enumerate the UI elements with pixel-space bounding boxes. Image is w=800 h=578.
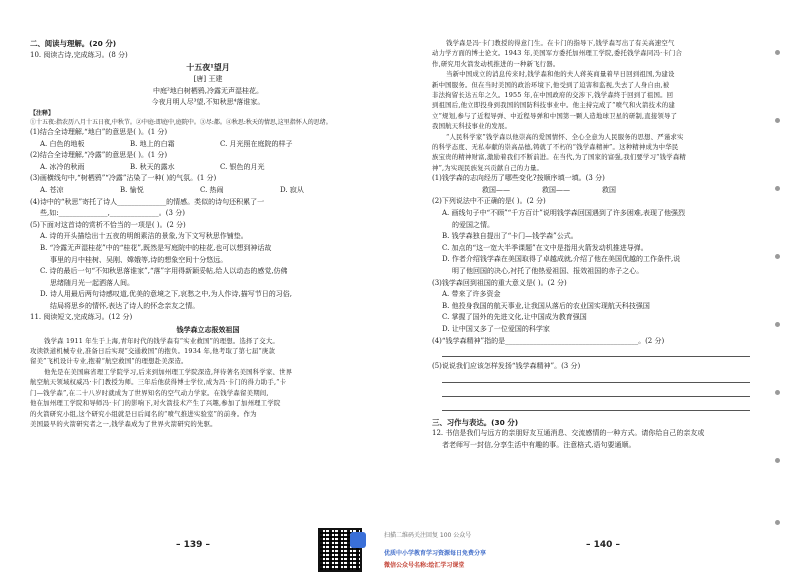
fill-blank[interactable]: 救国 (602, 185, 616, 194)
q10-5-option-d-cont: 结局将思乡的情怀,表达了诗人的怀念亲友之情。 (50, 301, 200, 310)
q11-2-option-d-cont: 明了他回国的决心,衬托了他热爱祖国、报效祖国的赤子之心。 (452, 267, 644, 276)
binding-hole-icon (775, 186, 780, 191)
q11-2-option-d[interactable]: D. 作者介绍钱学森在美国取得了卓越成就,介绍了他在美国优越的工作条件,说 (442, 255, 681, 264)
article-line: “人民科学家”钱学森以他崇高的爱国情怀、全心全意为人民服务的思想、严谨求实 (446, 132, 684, 141)
q10-3: (3)画横线句中,“树栖鸦”“冷露”沾染了一种( )的气氛。(1 分) (30, 174, 217, 183)
article-paragraph-1 (30, 336, 386, 367)
q11-prompt: 11. 阅读短文,完成练习。(12 分) (30, 313, 133, 322)
q11-2-option-b[interactable]: B. 钱学森独自提出了“卡门—钱学森”公式。 (442, 232, 578, 241)
page-number-left: – 139 – (176, 540, 211, 550)
article-line: 立”规划,参与了近程导弹、中近程导弹和中国第一颗人造地球卫星的研制,直接领导了 (432, 111, 678, 120)
q10-4-line2[interactable]: 些,如:______________,______________。(3 分) (40, 209, 185, 218)
q10-4-line1[interactable]: (4)诗中的“秋思”寄托了诗人______________的情感。类似的诗句还积累了一 (30, 197, 265, 206)
option[interactable]: C. 热闹 (200, 185, 224, 194)
article-line: 留美”飞机设计专业,抱着“航空救国”的理想赴美深造。 (30, 357, 188, 366)
promo-text: 优质中小学教育学习资源每日免费分享 (384, 550, 487, 557)
article-line: 非法拘留长达五年之久。1955 年,在中国政府的交涉下,钱学森终于回到了祖国。回 (432, 91, 674, 100)
wechat-account: 微信公众号名称:绘汇学习课堂 (384, 562, 465, 569)
article-line: 到祖国后,他立即投身到我国的国防科技事业中。他主持完成了“喷气和火箭技术的建 (432, 101, 675, 110)
q11-3-option-d[interactable]: D. 让中国又多了一位爱国的科学家 (442, 325, 550, 333)
option[interactable]: B. 秋天的露水 (130, 162, 175, 171)
q10-5-option-b[interactable]: B. “冷露无声湿桂花”中的“桂花”,既然是写庭院中的桂花,也可以想到神话故 (40, 243, 272, 252)
article-line: 门—钱学森”,在二十八岁时就成为了世界知名的空气动力学家。在钱学森留美期间, (30, 388, 269, 397)
option[interactable]: A. 白色的地板 (40, 139, 85, 148)
q11-3-option-a[interactable]: A. 带来了许多资金 (442, 290, 501, 299)
article-paragraph-2 (30, 367, 386, 429)
q10-5-option-c[interactable]: C. 诗的最后一句“不知秋思落谁家”,“落”字用得新颖妥帖,给人以动态的感觉,仿佛 (40, 267, 288, 276)
article-title: 钱学森立志报效祖国 (176, 325, 240, 335)
answer-line[interactable] (442, 347, 750, 357)
binding-hole-icon (775, 322, 780, 327)
answer-line[interactable] (442, 401, 750, 411)
left-page (30, 38, 386, 429)
binding-hole-icon (775, 118, 780, 123)
poem-line-1: 中庭²地白树栖鸦,冷露无声湿桂花。 (152, 86, 264, 95)
scan-tip: 扫描二维码关注回复 100 公众号 (384, 532, 472, 539)
q10-1: (1)结合全诗理解,“地白”的意思是( )。(1 分) (30, 127, 168, 136)
poem-line-2: 今夜月明人尽³望,不知秋思⁴落谁家。 (151, 98, 265, 107)
article-line: 当新中国成立的消息传来时,钱学森和他的夫人蒋英商量着早日回到祖国,为建设 (446, 70, 675, 79)
article-line: 钱学森是冯·卡门教授的得意门生。在卡门的指导下,钱学森写出了有关高速空气 (446, 39, 675, 47)
binding-hole-icon (775, 520, 780, 525)
option[interactable]: C. 月光照在庭院的样子 (220, 139, 293, 148)
q10-prompt: 10. 阅读古诗,完成练习。(8 分) (30, 50, 128, 59)
q11-3: (3)钱学森回到祖国的重大意义是( )。(2 分) (432, 278, 567, 287)
app-logo-icon (350, 532, 366, 548)
q10-5-option-c-cont: 思绪随月光一起洒落人间。 (50, 278, 134, 287)
answer-line[interactable] (442, 373, 750, 383)
answer-line[interactable] (442, 387, 750, 397)
q10-5-option-b-cont: 事里的月中桂树、吴刚、嫦娥等,诗的想象空间十分悠远。 (50, 255, 228, 264)
q10-3-options (30, 185, 386, 197)
article-paragraph-5 (432, 132, 750, 174)
article-line: 动力学方面的博士论文。1943 年,美国军方委托加州理工学院,委托钱学森同冯·卡门合 (432, 49, 683, 58)
q10-5-option-d[interactable]: D. 诗人用最后两句诗感叹道,优美的意境之下,哀愁之中,为人作诗,描写节日的习俗, (40, 290, 292, 299)
q11-3-option-c[interactable]: C. 掌握了国外的先进文化,让中国成为教育强国 (442, 313, 587, 322)
notes-heading: 【注释】 (30, 109, 55, 117)
q10-1-options (30, 139, 386, 151)
article-line: 他在加州理工学院和导师冯·卡门的影响下,对火箭技术产生了兴趣,参加了加州理工学院 (30, 399, 281, 408)
article-line: 作,研究用火箭发动机推进的一种新飞行器。 (432, 59, 560, 68)
q11-1: (1)钱学森的志向经历了哪些变化?按顺序填一填。(3 分) (432, 174, 605, 183)
section-reading-heading: 二、阅读与理解。(20 分) (30, 39, 117, 48)
q11-2: (2)下列说法中不正确的是( )。(2 分) (432, 197, 546, 206)
q10-2-options (30, 162, 386, 174)
article-paragraph-4 (432, 69, 750, 131)
option[interactable]: C. 银色的月光 (220, 162, 265, 171)
article-line: 钱学森 1911 年生于上海,青年时代的钱学森有“实业救国”的理想。选择了交大。 (44, 336, 279, 345)
notes-text: ①十五夜:指农历八月十五日夜,中秋节。②中庭:即庭中,庭院中。③尽:都。④秋思:秋天的情思,这里指怀人的思绪。 (30, 118, 332, 126)
right-page (432, 38, 750, 452)
article-line: 我国航天科技事业的发展。 (432, 122, 512, 131)
q10-5-option-a[interactable]: A. 诗的开头描绘出十五夜的明朗素洁的景象,为下文写秋思作铺垫。 (40, 232, 248, 241)
article-line: 美国最早的火箭研究者之一,钱学森成为了世界火箭研究的先驱。 (30, 419, 217, 428)
option[interactable]: A. 冰冷的秋雨 (40, 162, 85, 171)
poem-title: 十五夜¹望月 (186, 62, 230, 73)
option[interactable]: B. 地上的白霜 (130, 139, 175, 148)
q12-line2: 者老师写一封信,分享生活中有趣的事。注意格式,语句要通顺。 (442, 440, 636, 449)
article-line: 的火箭研究小组,这个研究小组就是日后闻名的“喷气推进实验室”的前身。作为 (30, 409, 257, 418)
article-line: 神”,为实现民族复兴贡献自己的力量。 (432, 163, 544, 172)
article-paragraph-3 (432, 38, 750, 69)
section-writing-heading: 三、习作与表达。(30 分) (432, 417, 519, 427)
fill-blank[interactable]: 救国—— (542, 185, 570, 194)
poem-author: [唐] 王建 (193, 75, 223, 84)
binding-hole-icon (775, 458, 780, 463)
article-line: 新中国服务。但在当时美国的政治环境下,他受到了迫害和监视,失去了人身自由,被 (432, 80, 670, 89)
option[interactable]: A. 苍凉 (40, 185, 64, 194)
q11-4[interactable]: (4)“钱学森精神”指的是______________________________________。(2 分) (432, 336, 665, 345)
q11-1-blanks (432, 185, 750, 197)
binding-hole-icon (775, 50, 780, 55)
q10-5: (5)下面对这首诗的赏析不恰当的一项是( )。(2 分) (30, 220, 186, 229)
option[interactable]: B. 愉悦 (120, 185, 144, 194)
q11-5: (5)说说我们应该怎样发扬“钱学森精神”。(3 分) (432, 362, 581, 371)
article-line: 他先是在美国麻省理工学院学习,后来到加州理工学院深造,拜待著名美国科学家、世界 (44, 367, 293, 376)
article-line: 族宝贵的精神财富,激励着我们不断前进。在当代,为了国家的富强,我们要学习“钱学森精 (432, 153, 687, 162)
q11-2-option-a[interactable]: A. 画线句子中“不顾”“千方百计”说明钱学森回国遇到了许多困难,表现了他强烈 (442, 209, 686, 218)
option[interactable]: D. 寂从 (280, 185, 304, 194)
binding-hole-icon (775, 254, 780, 259)
article-line: 航空航天领域权威冯·卡门教授为师。三年后他获得博士学位,成为冯·卡门的得力助手,“卡 (30, 378, 287, 387)
binding-hole-icon (775, 390, 780, 395)
q10-2: (2)结合全诗理解,“冷露”的意思是( )。(1 分) (30, 151, 168, 160)
fill-blank[interactable]: 救国—— (482, 185, 510, 194)
q11-3-option-b[interactable]: B. 他投身我国的航天事业,让我国从落后的农业国实现航天科技强国 (442, 301, 650, 310)
q11-2-option-a-cont: 的爱国之情。 (452, 220, 494, 229)
q11-2-option-c[interactable]: C. 加点的“这一宽大半季课题”在文中是指用火箭发动机推进导弹。 (442, 243, 648, 252)
article-line: 的科学态度、无私奉献的崇高品德,铸就了不朽的“钱学森精神”。这种精神成为中华民 (432, 143, 679, 152)
q12-line1: 12. 书信是我们与远方的亲朋好友互通消息、交流感情的一种方式。请你给自己的亲友或 (432, 429, 705, 438)
article-line: 攻读铁道机械专业,准备日后实现“交通救国”的抱负。1934 年,他考取了第七届“庚款 (30, 347, 276, 356)
page-number-right: – 140 – (586, 540, 621, 550)
